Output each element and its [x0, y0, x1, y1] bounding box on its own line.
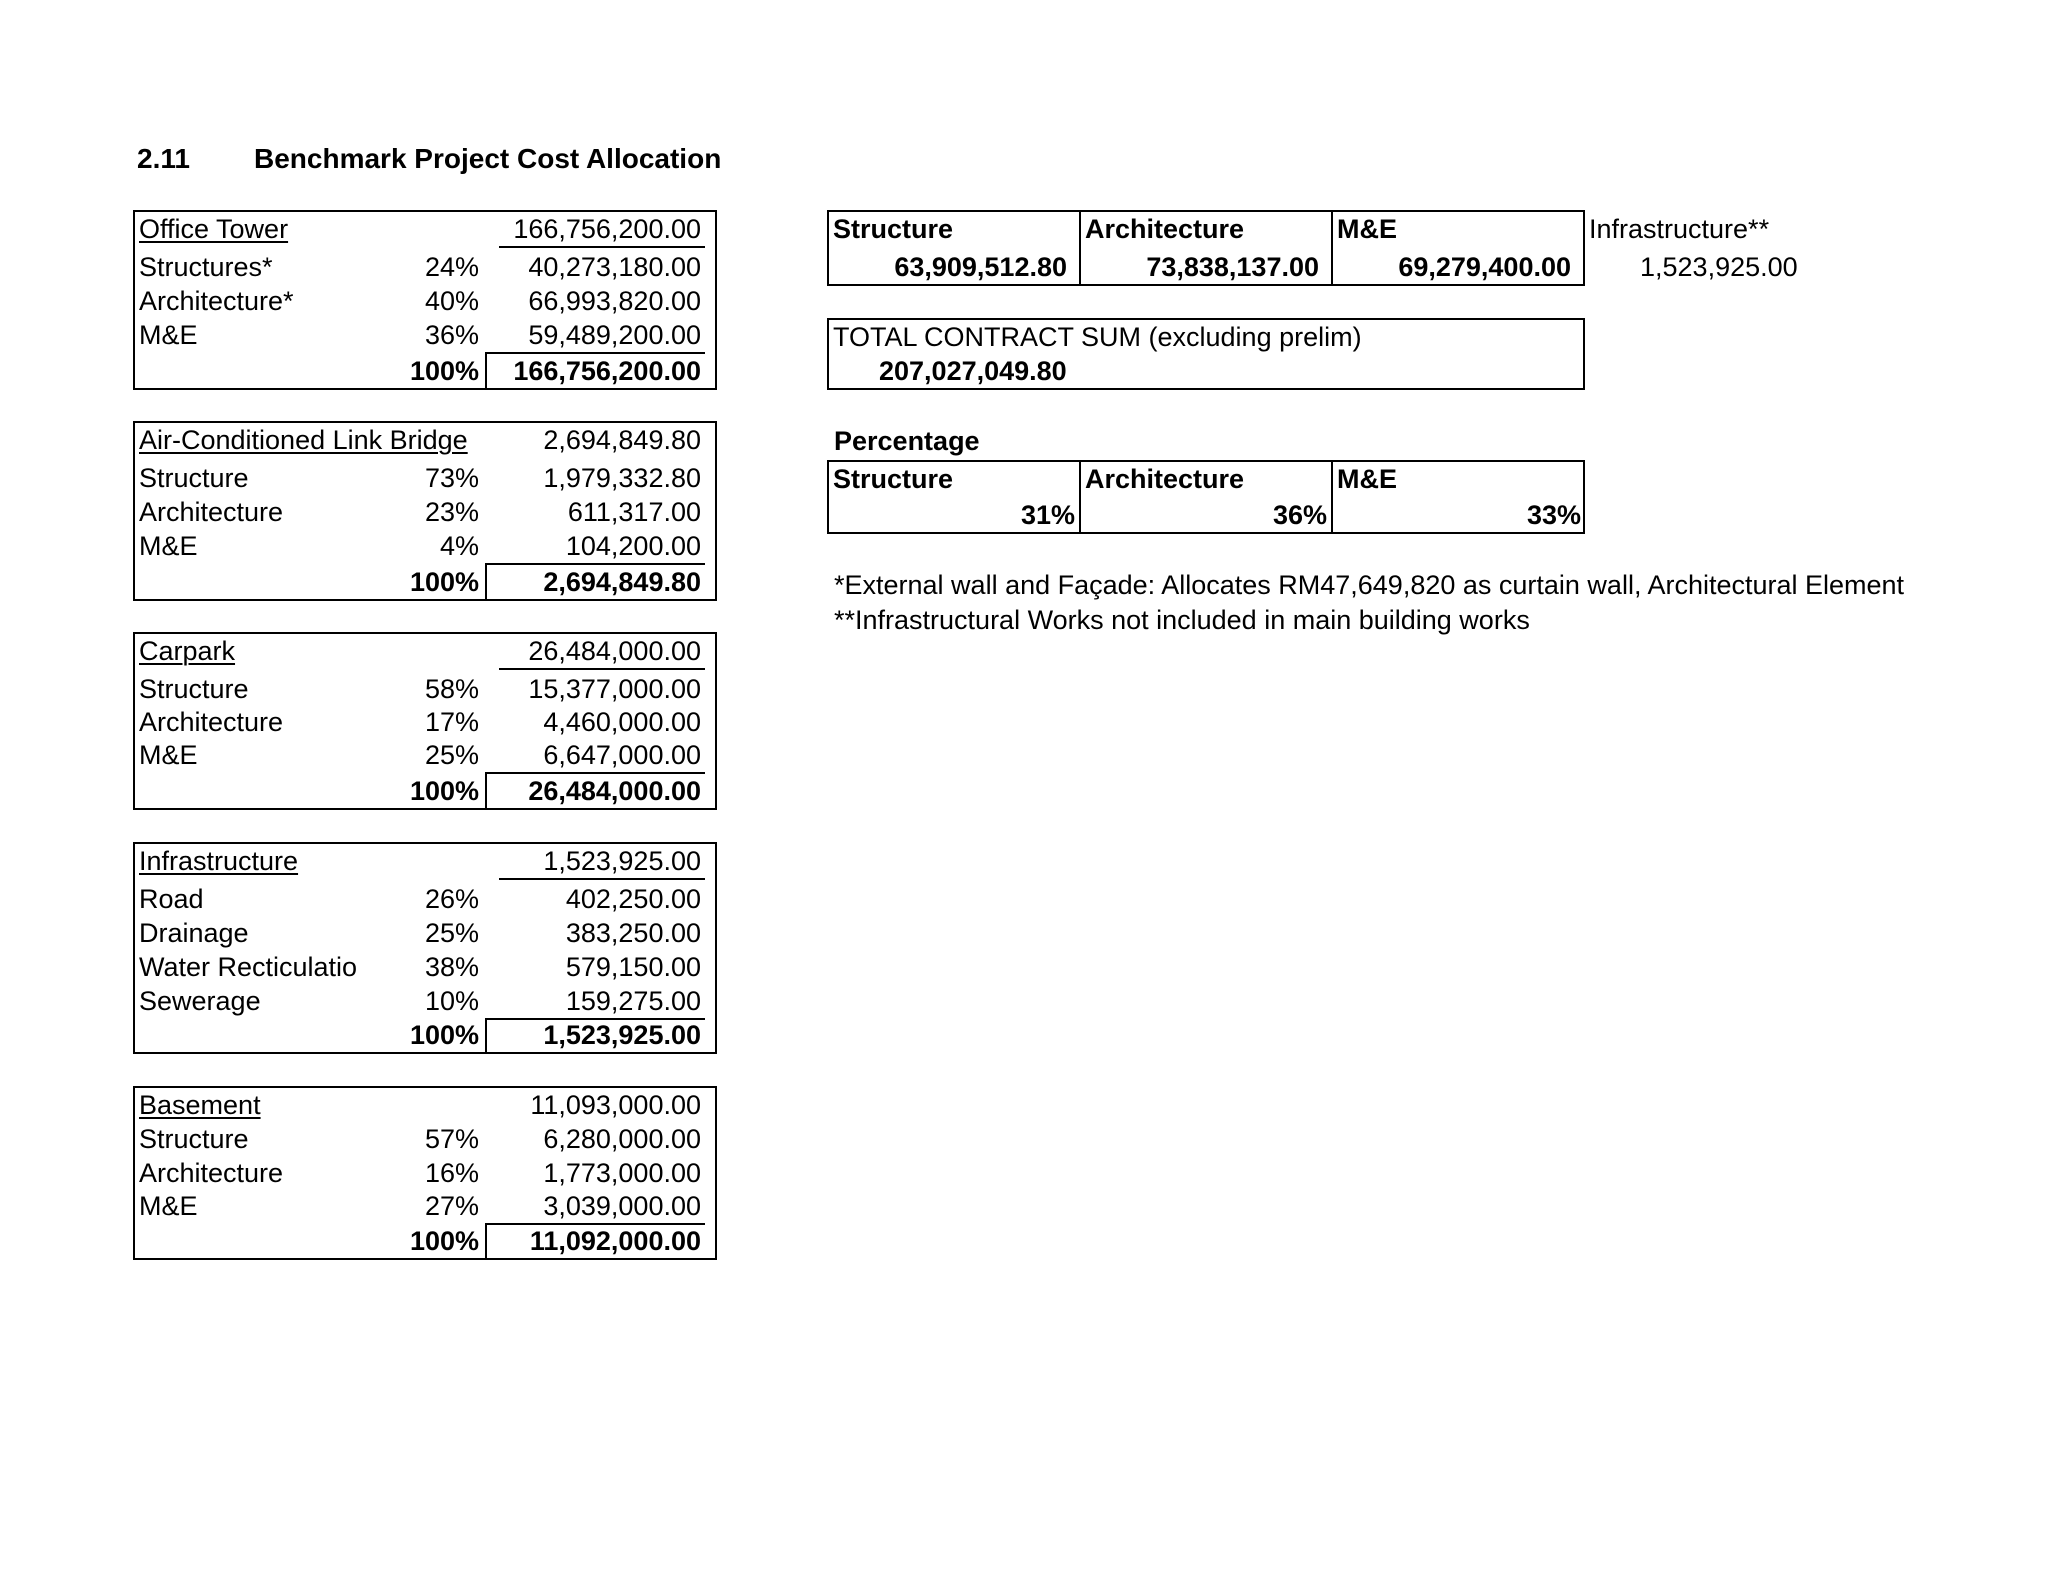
- section-title-row: [135, 1088, 715, 1122]
- cost-table-basement: [133, 1086, 717, 1260]
- section-title-row: [135, 634, 715, 668]
- row-label: Architecture*: [139, 286, 294, 316]
- row-amount: 3,039,000.00: [543, 1191, 701, 1221]
- table-row: [135, 250, 715, 284]
- table-row: [135, 284, 715, 318]
- section-title-amount: 1,523,925.00: [543, 846, 701, 876]
- summary-header: Architecture: [1085, 214, 1245, 244]
- summary-header: M&E: [1337, 214, 1397, 244]
- row-amount: 383,250.00: [565, 918, 701, 948]
- percentage-header: Structure: [833, 464, 954, 494]
- row-label: M&E: [139, 531, 198, 561]
- row-percent: 58%: [424, 674, 479, 704]
- section-title: Infrastructure: [139, 846, 299, 876]
- total-row: [135, 354, 715, 388]
- section-title-amount: 2,694,849.80: [543, 425, 701, 455]
- row-amount: 66,993,820.00: [528, 286, 701, 316]
- section-title-row: [135, 423, 715, 457]
- row-percent: 16%: [424, 1158, 479, 1188]
- total-contract-box: [827, 318, 1585, 390]
- section-title-amount: 166,756,200.00: [513, 214, 701, 244]
- row-percent: 26%: [424, 884, 479, 914]
- row-label: M&E: [139, 320, 198, 350]
- row-percent: 57%: [424, 1124, 479, 1154]
- row-amount: 6,647,000.00: [543, 740, 701, 770]
- section-title-row: [135, 844, 715, 878]
- table-row: [135, 529, 715, 563]
- total-percent: 100%: [409, 356, 479, 386]
- table-row: [135, 672, 715, 706]
- summary-value: 63,909,512.80: [894, 252, 1067, 282]
- total-amount: 2,694,849.80: [543, 567, 701, 597]
- total-amount: 1,523,925.00: [543, 1020, 701, 1050]
- footnote-infrastructure: **Infrastructural Works not included in main building works: [834, 605, 1530, 635]
- table-row: [135, 705, 715, 739]
- table-row: [135, 1156, 715, 1190]
- total-percent: 100%: [409, 1020, 479, 1050]
- cost-table-office-tower: [133, 210, 717, 390]
- row-percent: 73%: [424, 463, 479, 493]
- summary-table: [827, 210, 1585, 286]
- cost-table-link-bridge: [133, 421, 717, 601]
- total-cell-divider: [485, 1223, 489, 1258]
- row-percent: 17%: [424, 707, 479, 737]
- row-label: Structure: [139, 463, 249, 493]
- row-label: M&E: [139, 1191, 198, 1221]
- percentage-header: M&E: [1337, 464, 1397, 494]
- table-row: [135, 1122, 715, 1156]
- percentage-table: [827, 460, 1585, 534]
- underline-rule: [499, 246, 705, 248]
- total-percent: 100%: [409, 776, 479, 806]
- row-label: Architecture: [139, 497, 284, 527]
- total-contract-label: TOTAL CONTRACT SUM (excluding prelim): [833, 322, 1362, 352]
- total-cell-divider: [485, 563, 489, 599]
- total-row: [135, 774, 715, 808]
- infrastructure-value: 1,523,925.00: [1640, 252, 1798, 282]
- table-row: [135, 1189, 715, 1223]
- table-row: [135, 738, 715, 772]
- total-amount: 11,092,000.00: [529, 1226, 701, 1256]
- table-row: [135, 916, 715, 950]
- row-label: Structures*: [139, 252, 273, 282]
- row-percent: 40%: [424, 286, 479, 316]
- summary-value: 73,838,137.00: [1146, 252, 1319, 282]
- row-percent: 4%: [439, 531, 479, 561]
- section-title-amount: 11,093,000.00: [530, 1090, 701, 1120]
- row-label: Sewerage: [139, 986, 261, 1016]
- percentage-cell-architecture: [1081, 462, 1333, 532]
- row-label: Architecture: [139, 707, 284, 737]
- underline-rule: [499, 878, 705, 880]
- total-cell-divider: [485, 352, 489, 388]
- row-percent: 25%: [424, 918, 479, 948]
- section-title: Air-Conditioned Link Bridge: [139, 425, 468, 455]
- row-percent: 23%: [424, 497, 479, 527]
- section-title-amount: 26,484,000.00: [528, 636, 701, 666]
- row-label: Structure: [139, 674, 249, 704]
- percentage-value: 31%: [1020, 500, 1075, 530]
- total-amount: 166,756,200.00: [513, 356, 701, 386]
- row-amount: 159,275.00: [565, 986, 701, 1016]
- percentage-value: 36%: [1272, 500, 1327, 530]
- table-row: [135, 318, 715, 352]
- section-title: Office Tower: [139, 214, 289, 244]
- row-amount: 6,280,000.00: [543, 1124, 701, 1154]
- row-amount: 4,460,000.00: [543, 707, 701, 737]
- row-percent: 38%: [424, 952, 479, 982]
- section-number: 2.11: [137, 143, 190, 174]
- summary-cell-me: [1333, 212, 1583, 284]
- row-label: Architecture: [139, 1158, 284, 1188]
- row-label: Structure: [139, 1124, 249, 1154]
- percentage-value: 33%: [1526, 500, 1581, 530]
- footnote-facade: *External wall and Façade: Allocates RM47,649,820 as curtain wall, Architectural Element: [834, 570, 1905, 600]
- row-label: Road: [139, 884, 204, 914]
- summary-cell-architecture: [1081, 212, 1333, 284]
- row-amount: 402,250.00: [565, 884, 701, 914]
- table-row: [135, 950, 715, 984]
- row-percent: 27%: [424, 1191, 479, 1221]
- row-label: Water Recticulatio: [139, 952, 358, 982]
- summary-header: Structure: [833, 214, 954, 244]
- row-amount: 1,773,000.00: [543, 1158, 701, 1188]
- section-title: Basement: [139, 1090, 261, 1120]
- total-percent: 100%: [409, 567, 479, 597]
- total-row: [135, 565, 715, 599]
- summary-cell-structure: [829, 212, 1081, 284]
- underline-rule: [499, 668, 705, 670]
- section-title: Carpark: [139, 636, 236, 666]
- infrastructure-label: Infrastructure**: [1589, 214, 1770, 244]
- row-percent: 24%: [424, 252, 479, 282]
- cost-table-carpark: [133, 632, 717, 810]
- total-percent: 100%: [409, 1226, 479, 1256]
- percentage-cell-structure: [829, 462, 1081, 532]
- table-row: [135, 495, 715, 529]
- cost-table-infrastructure: [133, 842, 717, 1054]
- row-label: Drainage: [139, 918, 249, 948]
- total-row: [135, 1224, 715, 1258]
- total-cell-divider: [485, 1018, 489, 1052]
- table-row: [135, 461, 715, 495]
- row-amount: 40,273,180.00: [528, 252, 701, 282]
- section-title-row: [135, 212, 715, 246]
- total-cell-divider: [485, 772, 489, 808]
- row-percent: 10%: [424, 986, 479, 1016]
- percentage-heading: Percentage: [834, 426, 980, 456]
- row-amount: 15,377,000.00: [528, 674, 701, 704]
- percentage-header: Architecture: [1085, 464, 1245, 494]
- row-percent: 36%: [424, 320, 479, 350]
- row-amount: 579,150.00: [565, 952, 701, 982]
- row-amount: 104,200.00: [565, 531, 701, 561]
- table-row: [135, 882, 715, 916]
- total-contract-value: 207,027,049.80: [879, 356, 1067, 386]
- row-label: M&E: [139, 740, 198, 770]
- percentage-cell-me: [1333, 462, 1583, 532]
- table-row: [135, 984, 715, 1018]
- row-amount: 611,317.00: [567, 497, 701, 527]
- page-title: Benchmark Project Cost Allocation: [254, 143, 722, 174]
- summary-value: 69,279,400.00: [1398, 252, 1571, 282]
- total-row: [135, 1018, 715, 1052]
- row-amount: 59,489,200.00: [528, 320, 701, 350]
- row-percent: 25%: [424, 740, 479, 770]
- row-amount: 1,979,332.80: [543, 463, 701, 493]
- total-amount: 26,484,000.00: [528, 776, 701, 806]
